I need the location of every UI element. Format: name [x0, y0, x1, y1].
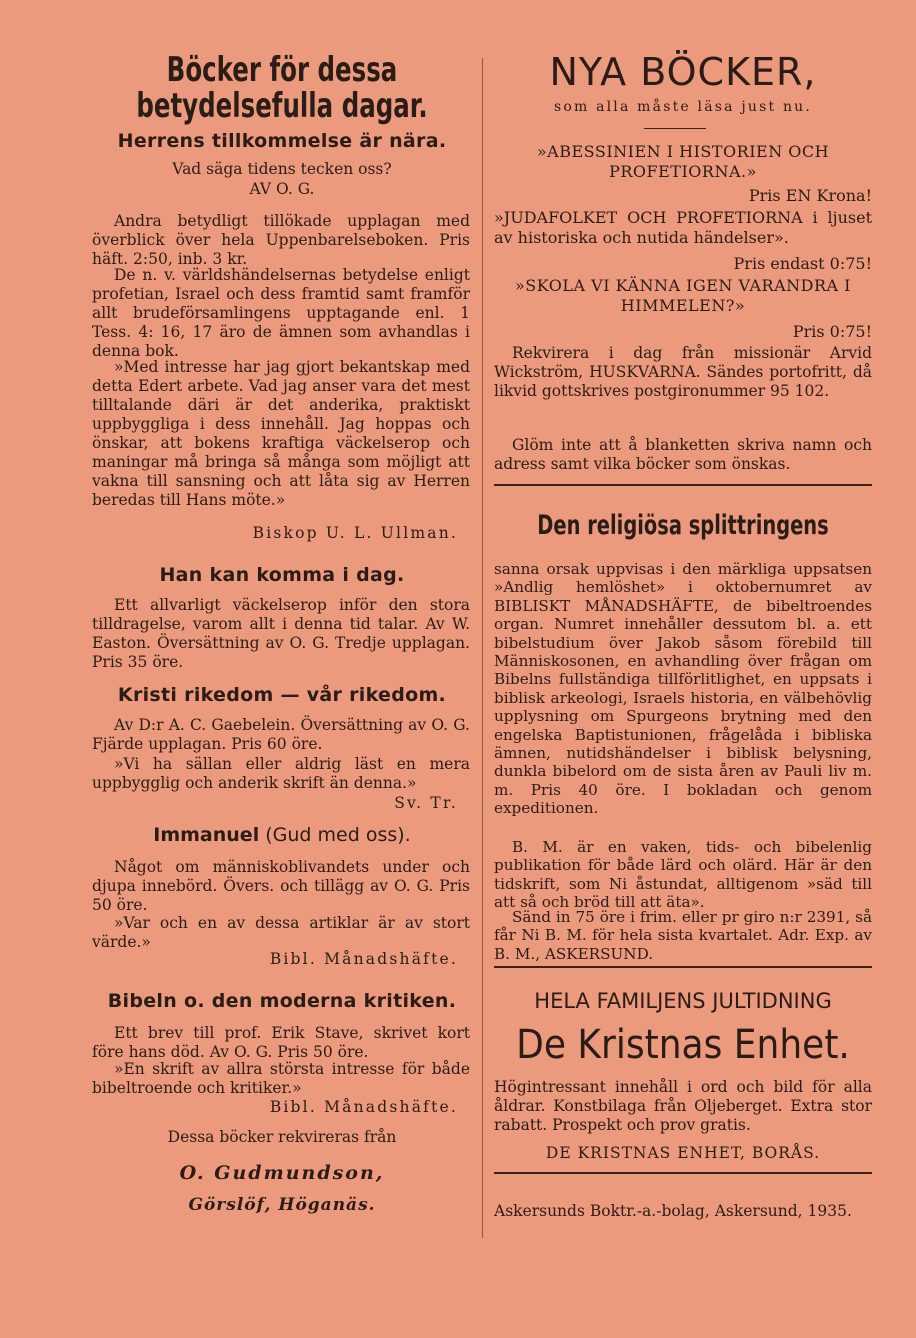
item1-price: Pris EN Krona! — [748, 186, 872, 205]
item3-price: Pris 0:75! — [792, 322, 872, 341]
printer-imprint: Askersunds Boktr.-a.-bolag, Askersund, 1935. — [494, 1202, 852, 1220]
book1-signature: Biskop U. L. Ullman. — [252, 524, 458, 542]
rule-1 — [494, 484, 872, 486]
ad3-signature: DE KRISTNAS ENHET, BORÅS. — [545, 1144, 821, 1162]
book1-quote: »Med intresse har jag gjort bekantskap med detta Edert arbete. Vad jag anser vara det mest tilltalande däri är det anderika, praktiskt uppbyggliga i dess innehåll. Jag hoppas och önskar, att bokens kraftiga väckelserop och maningar må bringa så många som möjligt att vakna till sansning och att låta sig av Herren beredas till Hans möte.» — [92, 358, 470, 509]
book1-paragraph1: Andra betydligt tillökade upplagan med överblick över hela Uppenbarelseboken. Pris häft. 2:50, inb. 3 kr. — [92, 212, 470, 268]
book2-title: Han kan komma i dag. — [159, 564, 405, 586]
book3-signature: Sv. Tr. — [394, 794, 458, 812]
book3-quote: »Vi ha sällan eller aldrig läst en mera uppbygglig och anderik skrift än denna.» — [92, 755, 470, 792]
book1-paragraph2: De n. v. världshändelsernas betydelse enligt profetian, Israel och dess framtid samt framför allt brudeförsamlingens upptagande enl. 1 Tess. 4: 16, 17 äro de ämnen som avhandlas i denna bok. — [92, 266, 470, 360]
ad2-paragraph2: B. M. är en vaken, tids- och bibelenlig publikation för både lärd och olärd. Här är den tidskrift, som Ni åstundat, alltigenom »säd till att så och bröd till att äta». — [494, 838, 872, 912]
ad3-big-title: De Kristnas Enhet. — [516, 1022, 850, 1068]
book1-subtitle: Vad säga tidens tecken oss? — [172, 160, 392, 178]
book4-signature: Bibl. Månadshäfte. — [269, 950, 458, 968]
ad3-title: HELA FAMILJENS JULTIDNING — [534, 989, 832, 1013]
item2-price: Pris endast 0:75! — [733, 254, 872, 273]
new-books-subtitle: som alla måste läsa just nu. — [553, 99, 813, 115]
item3-title: »SKOLA VI KÄNNA IGEN VARANDRA I HIMMELEN?» — [515, 276, 851, 315]
book5-paragraph1: Ett brev till prof. Erik Stave, skrivet kort före hans död. Av O. G. Pris 50 öre. — [92, 1024, 470, 1061]
short-rule — [644, 128, 706, 129]
book4-title-bold: Immanuel — [153, 824, 260, 846]
ad3-paragraph: Högintressant innehåll i ord och bild för alla åldrar. Konstbilaga från Oljeberget. Extra stor rabatt. Prospekt och prov gratis. — [494, 1078, 872, 1134]
book1-title: Herrens tillkommelse är nära. — [117, 130, 447, 152]
order-paragraph: Rekvirera i dag från missionär Arvid Wickström, HUSKVARNA. Sändes portofritt, då likvid gottskrives postgironummer 95 102. — [494, 344, 872, 400]
book3-title: Kristi rikedom — vår rikedom. — [117, 684, 447, 706]
ad2-title: Den religiösa splittringens — [537, 510, 829, 541]
ad2-paragraph1: sanna orsak uppvisas i den märkliga uppsatsen »Andlig hemlöshet» i oktobernumret av BIBLISKT MÅNADSHÄFTE, de bibeltroendes organ. Numret innehåller dessutom bl. a. ett bibelstudium över Jakob såsom förebild till Människosonen, en avhandling över frågan om Bibelns fullständiga tillförlitlighet, en uppsats i biblisk arkeologi, Israels historia, en välbehövlig upplysning om Spurgeons brytning med den engelska Baptistunionen, frågelåda i bibliska ämnen, nutidshändelser i biblisk belysning, dunkla bibelord om de sista åren av Pauli liv m. m. Pris 40 öre. I bokladan och genom expeditionen. — [494, 560, 872, 818]
order-text: Dessa böcker rekvireras från — [167, 1128, 397, 1146]
item2-title: »JUDAFOLKET OCH PROFETIORNA i ljuset av historiska och nutida händelser». — [494, 208, 872, 247]
item1-title: »ABESSINIEN I HISTORIEN OCH PROFETIORNA.» — [536, 142, 830, 181]
ad2-paragraph3: Sänd in 75 öre i frim. eller pr giro n:r 2391, så får Ni B. M. för hela sista kvartalet. Adr. Exp. av B. M., ASKERSUND. — [494, 908, 872, 963]
new-books-title: NYA BÖCKER, — [549, 50, 817, 94]
book4-quote: »Var och en av dessa artiklar är av stort värde.» — [92, 914, 470, 951]
book5-signature: Bibl. Månadshäfte. — [269, 1098, 458, 1116]
book2-paragraph: Ett allvarligt väckelserop inför den stora tilldragelse, varom allt i denna tid talar. Av W. Easton. Översättning av O. G. Tredje upplagan. Pris 35 öre. — [92, 596, 470, 671]
book4-title — [92, 826, 472, 845]
rule-2 — [494, 966, 872, 968]
book5-quote: »En skrift av allra största intresse för både bibeltroende och kritiker.» — [92, 1060, 470, 1097]
reminder-paragraph: Glöm inte att å blanketten skriva namn och adress samt vilka böcker som önskas. — [494, 436, 872, 473]
publisher-place: Görslöf, Höganäs. — [188, 1195, 376, 1215]
book4-title-rest: (Gud med oss). — [259, 824, 411, 846]
publisher-name: O. Gudmundson, — [179, 1162, 385, 1184]
book4-paragraph1: Något om människoblivandets under och djupa innebörd. Övers. och tillägg av O. G. Pris 50 öre. — [92, 858, 470, 914]
main-title: Böcker för dessa betydelsefulla dagar. — [136, 50, 428, 126]
book5-title: Bibeln o. den moderna kritiken. — [107, 990, 457, 1012]
book3-paragraph1: Av D:r A. C. Gaebelein. Översättning av O. G. Fjärde upplagan. Pris 60 öre. — [92, 716, 470, 753]
book1-author: AV O. G. — [249, 180, 315, 198]
column-divider — [482, 58, 483, 1238]
rule-3 — [494, 1172, 872, 1174]
